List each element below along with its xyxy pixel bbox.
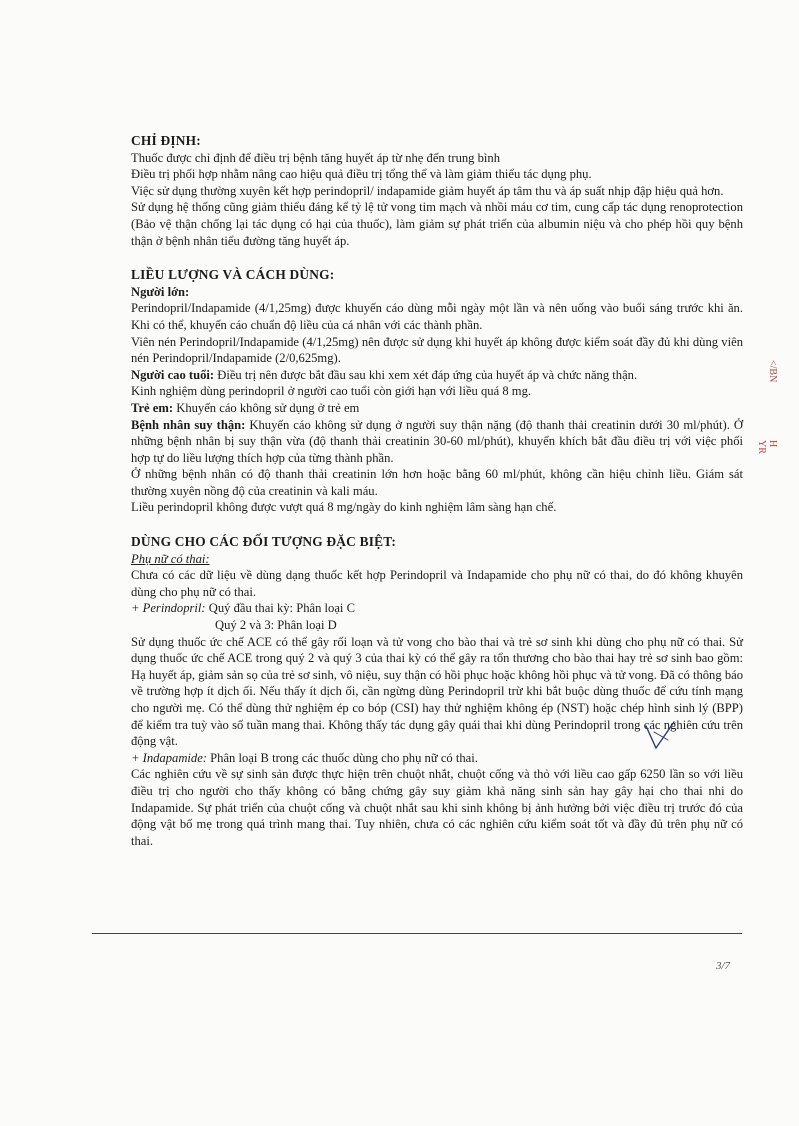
- page-number: 3/7: [716, 960, 731, 972]
- text-elderly: Điều trị nên được bắt đầu sau khi xem xét đáp ứng của huyết áp và chức năng thận.: [214, 367, 638, 382]
- text-renal: Khuyến cáo không sử dụng ở người suy thận nặng (độ thanh thải creatinin dưới 30 ml/phút). Ở những bệnh nhân bị suy thận vừa (độ thanh thải creatinin 30-60 ml/phút), khuyến khích bắt đầu điều trị với việc phối hợp tự do liều lượng thích hợp của từng thành phần.: [131, 417, 743, 465]
- special-paragraph: Chưa có các dữ liệu về dùng dạng thuốc kết hợp Perindopril và Indapamide cho phụ nữ có thai, do đó không khuyên dùng cho phụ nữ có thai.: [131, 568, 743, 599]
- label-perindopril: + Perindopril:: [131, 601, 206, 616]
- dosage-paragraph: Liều perindopril không được vượt quá 8 mg/ngày do kinh nghiệm lâm sàng hạn chế.: [131, 500, 557, 515]
- handwritten-check-mark: [640, 718, 680, 758]
- indication-line: Việc sử dụng thường xuyên kết hợp perindopril/ indapamide giảm huyết áp tâm thu và áp suất nhịp đập hiệu quả hơn.: [131, 183, 724, 198]
- special-paragraph: Các nghiên cứu về sự sinh sản được thực hiện trên chuột nhắt, chuột cống và thỏ với liều cao gấp 6250 lần so với liều điều trị cho người cho thấy không có bằng chứng gây suy giảm khả năng sinh sản hay gây hại cho thai nhi do Indapamide. Sự phát triển của chuột cống và chuột nhắt sau khi sinh không bị ảnh hưởng bởi việc điều trị trước đó của động vật bố mẹ trong quá trình mang thai. Tuy nhiên, chưa có các nghiên cứu kiểm soát tốt và đầy đủ trên phụ nữ có thai.: [131, 767, 743, 848]
- margin-stamp-fragment: </BN: [767, 360, 778, 383]
- section-dosage: [131, 267, 743, 516]
- section-indications: [131, 133, 743, 249]
- margin-stamp-fragment: H YR: [756, 440, 778, 454]
- special-paragraph: Sử dụng thuốc ức chế ACE có thể gây rối loạn và tử vong cho bào thai và trẻ sơ sinh khi dùng cho phụ nữ có thai. Sử dụng thuốc ức chế ACE trong quý 2 và quý 3 của thai kỳ có thể gây ra tổn thương cho bào thai hay trẻ sơ sinh bao gồm: Hạ huyết áp, giảm sản sọ của trẻ sơ sinh, vô niệu, suy thận có hồi phục hoặc không hồi phục và tử vong. Đã có thông báo về trường hợp ít dịch ối. Nếu thấy ít dịch ối, cần ngừng dùng Perindopril trừ khi bắt buộc dùng thuốc để cứu tính mạng cho người mẹ. Có thể dùng thử nghiệm ép co bóp (CSI) hay thử nghiệm không ép (NST) hoặc chép hình sinh lý (BPP) để kiểm tra tuỳ vào số tuần mang thai. Không thấy tác dụng gây quái thai khi dùng Perindopril trong các nghiên cứu trên động vật.: [131, 634, 743, 749]
- dosage-elderly: [131, 367, 743, 384]
- indication-line: Điều trị phối hợp nhằm nâng cao hiệu quả điều trị tổng thể và làm giảm thiểu tác dụng phụ.: [131, 167, 592, 182]
- label-renal: Bệnh nhân suy thận:: [131, 417, 246, 432]
- dosage-children: [131, 400, 743, 417]
- label-elderly: Người cao tuổi:: [131, 367, 215, 382]
- subheading-adults: Người lớn:: [131, 284, 190, 299]
- section-special-populations: [131, 534, 743, 849]
- dosage-paragraph: Ở những bệnh nhân có độ thanh thải creatinin lớn hơn hoặc bằng 60 ml/phút, không cần hiệu chỉnh liều. Giám sát thường xuyên nồng độ của creatinin và kali máu.: [131, 467, 743, 498]
- indication-line: Sử dụng hệ thống cũng giảm thiểu đáng kể tỷ lệ tử vong tim mạch và nhồi máu cơ tim, cung cấp tác dụng renoprotection (Bảo vệ thận chống lại tác dụng có hại của thuốc), làm giảm sự phát triển của albumin niệu và cho phép hồi quy bệnh thận ở bệnh nhân tiểu đường tăng huyết áp.: [131, 200, 743, 248]
- text-perindopril: Quý đầu thai kỳ: Phân loại C: [205, 601, 355, 616]
- perindopril-classification-2: Quý 2 và 3: Phân loại D: [215, 618, 337, 633]
- dosage-paragraph: Perindopril/Indapamide (4/1,25mg) được khuyến cáo dùng mỗi ngày một lần và nên uống vào buổi sáng trước khi ăn. Khi có thể, khuyến cáo chuẩn độ liều của cá nhân với các thành phần.: [131, 301, 743, 332]
- text-children: Khuyến cáo không sử dụng ở trẻ em: [173, 400, 360, 415]
- label-indapamide: + Indapamide:: [131, 750, 207, 765]
- perindopril-classification: [131, 600, 743, 617]
- dosage-paragraph: Viên nén Perindopril/Indapamide (4/1,25mg) nên được sử dụng khi huyết áp không được kiểm soát đầy đủ khi dùng viên nén Perindopril/Indapamide (2/0,625mg).: [131, 334, 743, 366]
- section-heading-dosage: LIỀU LƯỢNG VÀ CÁCH DÙNG:: [131, 267, 335, 283]
- dosage-renal: [131, 417, 743, 467]
- dosage-paragraph: Kinh nghiệm dùng perindopril ở người cao tuổi còn giới hạn với liều quá 8 mg.: [131, 384, 532, 399]
- text-indapamide: Phân loại B trong các thuốc dùng cho phụ nữ có thai.: [207, 750, 478, 765]
- footer-divider: [92, 933, 742, 934]
- section-heading-indications: CHỈ ĐỊNH:: [131, 133, 201, 148]
- indication-line: Thuốc được chỉ định để điều trị bệnh tăng huyết áp từ nhẹ đến trung bình: [131, 150, 501, 165]
- subheading-pregnancy: Phụ nữ có thai:: [131, 551, 210, 566]
- section-heading-special: DÙNG CHO CÁC ĐỐI TƯỢNG ĐẶC BIỆT:: [131, 534, 397, 550]
- label-children: Trẻ em:: [131, 400, 174, 415]
